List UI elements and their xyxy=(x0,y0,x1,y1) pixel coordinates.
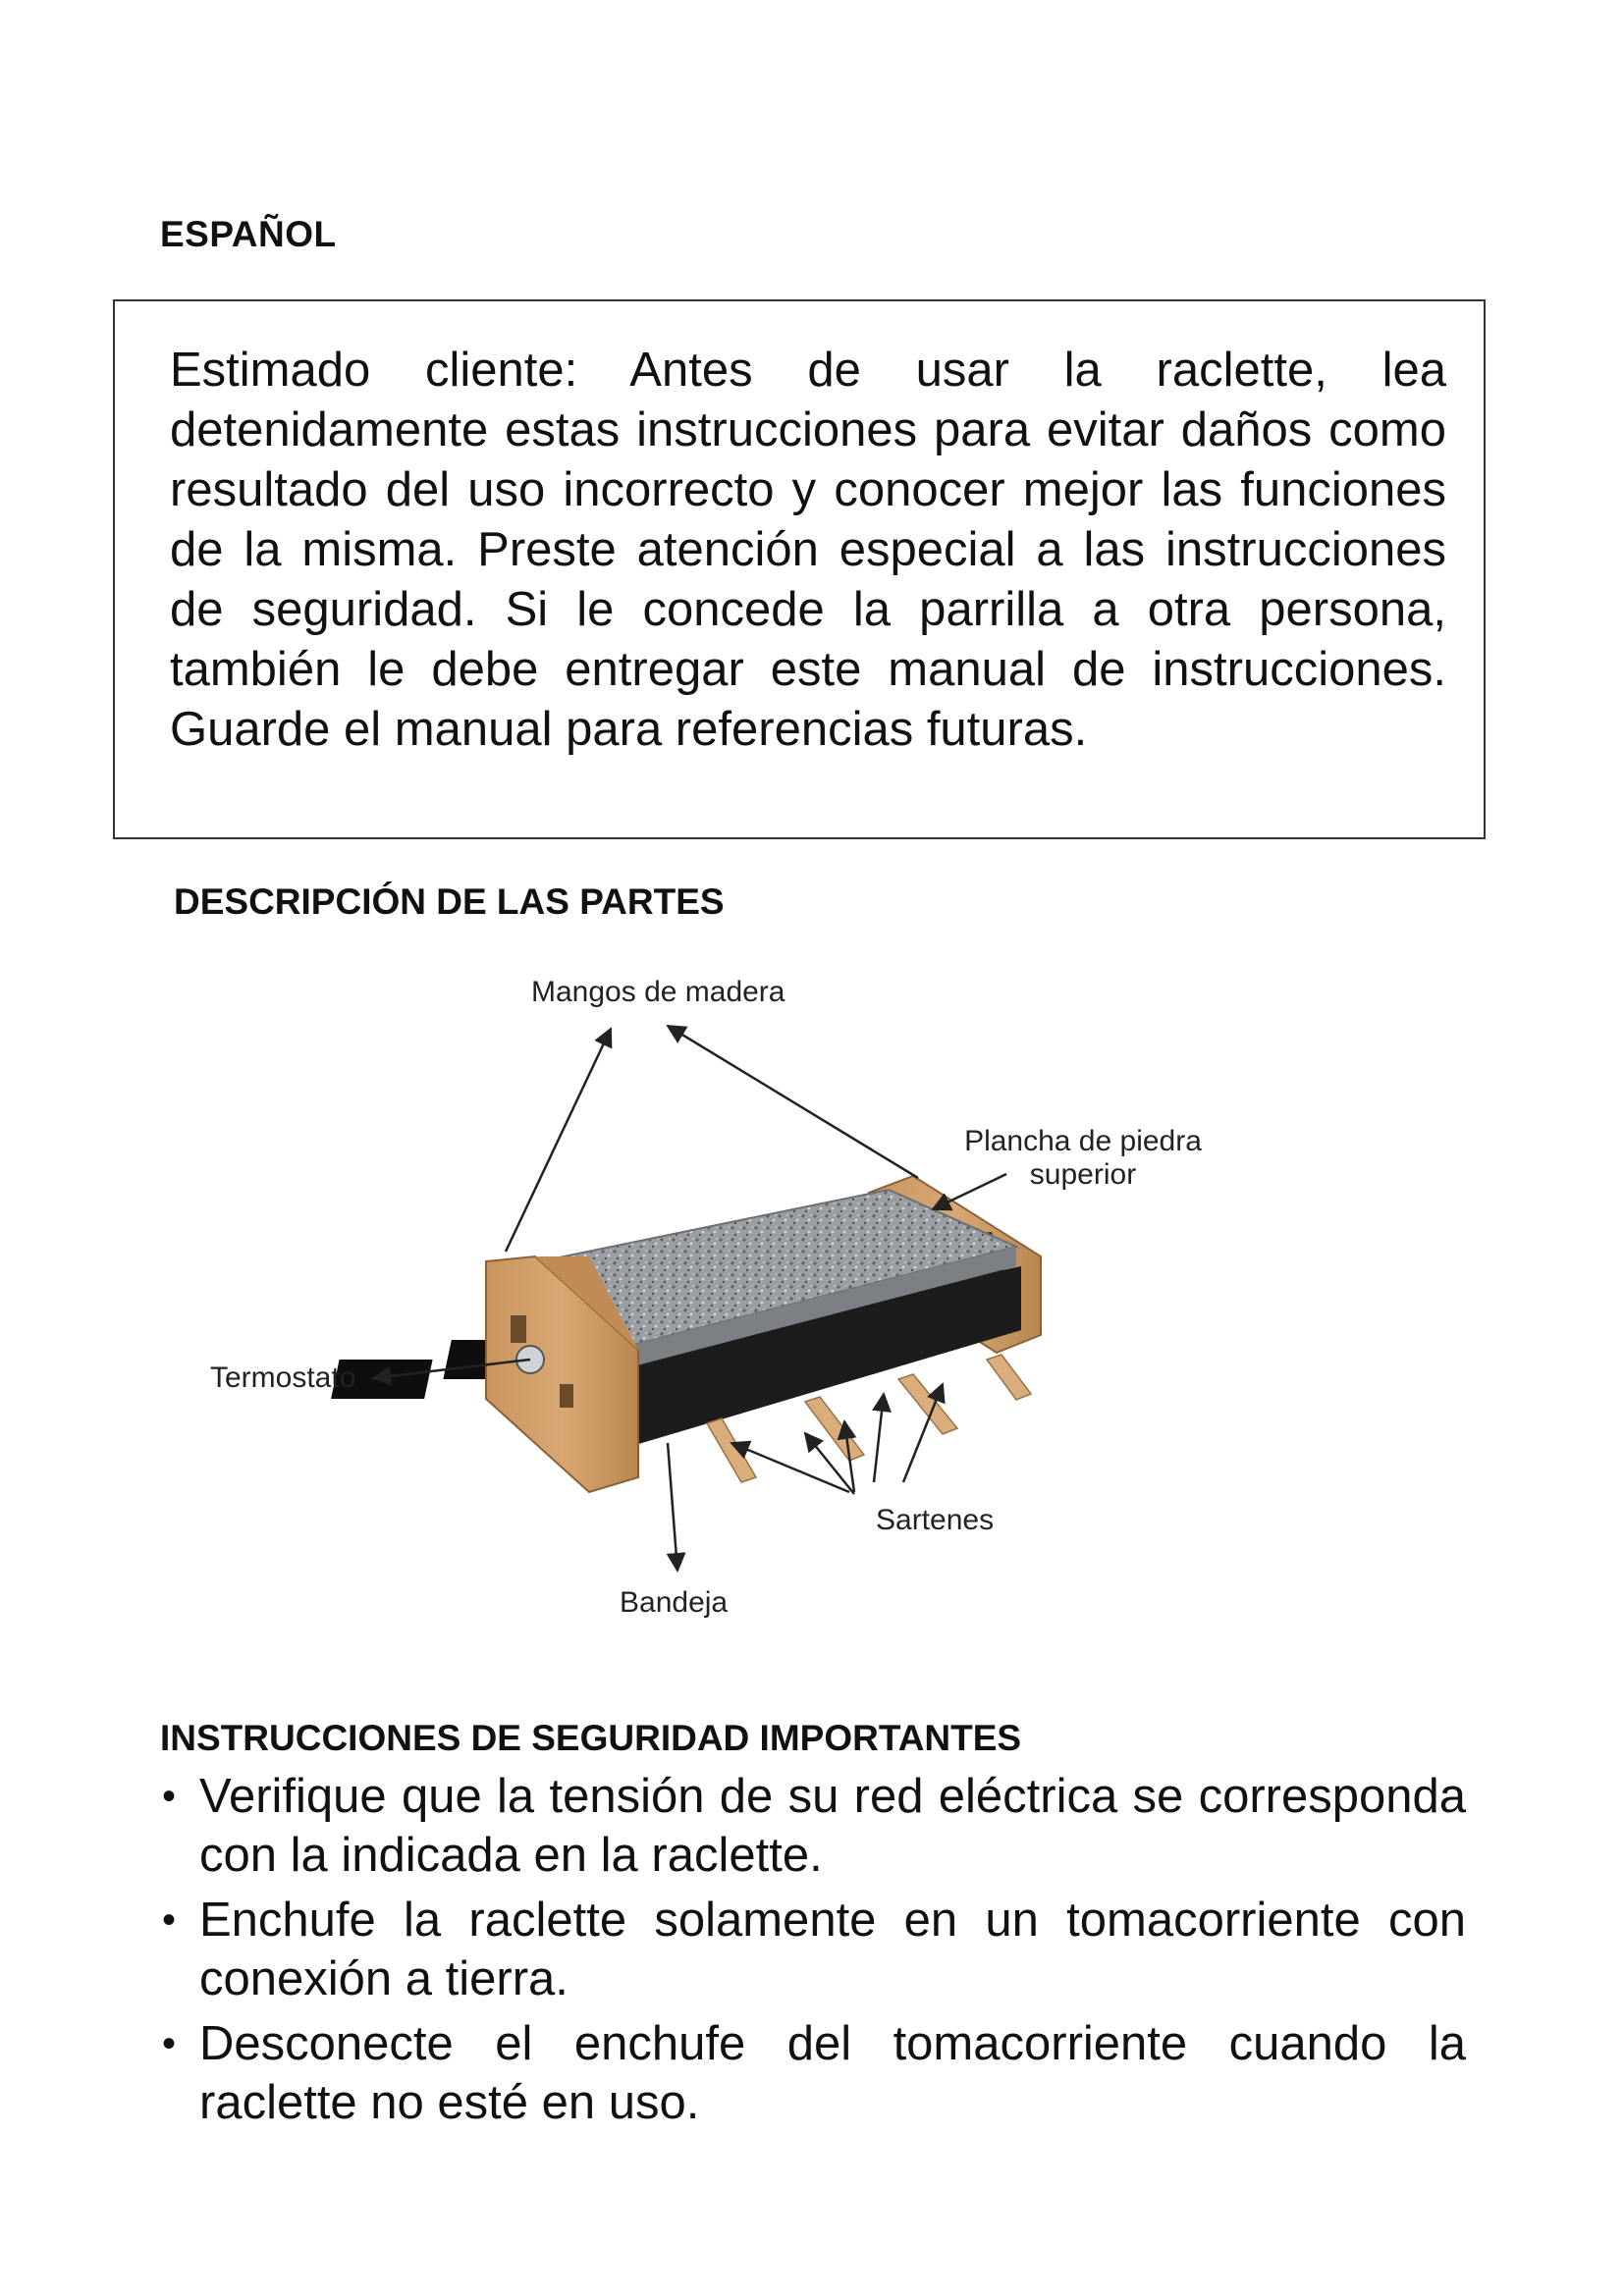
safety-item-text: Enchufe la raclette solamente en un tomacorriente con conexión a tierra. xyxy=(199,1894,1466,2005)
bullet-icon: • xyxy=(162,2022,177,2065)
label-handles: Mangos de madera xyxy=(531,976,785,1008)
safety-item-text: Verifique que la tensión de su red eléctrica se corresponda con la indicada en la raclette. xyxy=(199,1770,1466,1882)
language-heading: ESPAÑOL xyxy=(160,214,337,254)
parts-heading: DESCRIPCIÓN DE LAS PARTES xyxy=(174,881,725,922)
list-item xyxy=(160,2014,1466,2132)
safety-list xyxy=(160,1767,1466,2138)
label-stone-plate xyxy=(950,1125,1216,1192)
intro-text: Estimado cliente: Antes de usar la raclette, lea detenidamente estas instrucciones para evitar daños como resultado del uso incorrecto y conocer mejor las funciones de la misma. Preste atención especial a las instrucciones de seguridad. Si le concede la parrilla a otra persona, también le debe entregar este manual de instrucciones. Guarde el manual para referencias futuras. xyxy=(170,344,1446,756)
list-item xyxy=(160,1891,1466,2008)
label-stone-plate-line2: superior xyxy=(1029,1158,1137,1191)
bullet-icon: • xyxy=(162,1775,177,1818)
list-item xyxy=(160,1767,1466,1885)
label-pans: Sartenes xyxy=(876,1504,995,1536)
label-stone-plate-line1: Plancha de piedra xyxy=(964,1125,1202,1157)
label-thermostat: Termostato xyxy=(210,1362,356,1394)
safety-item-text: Desconecte el enchufe del tomacorriente cuando la raclette no esté en uso. xyxy=(199,2017,1466,2129)
safety-heading: INSTRUCCIONES DE SEGURIDAD IMPORTANTES xyxy=(160,1718,1022,1758)
label-tray: Bandeja xyxy=(620,1586,729,1619)
bullet-icon: • xyxy=(162,1898,177,1942)
